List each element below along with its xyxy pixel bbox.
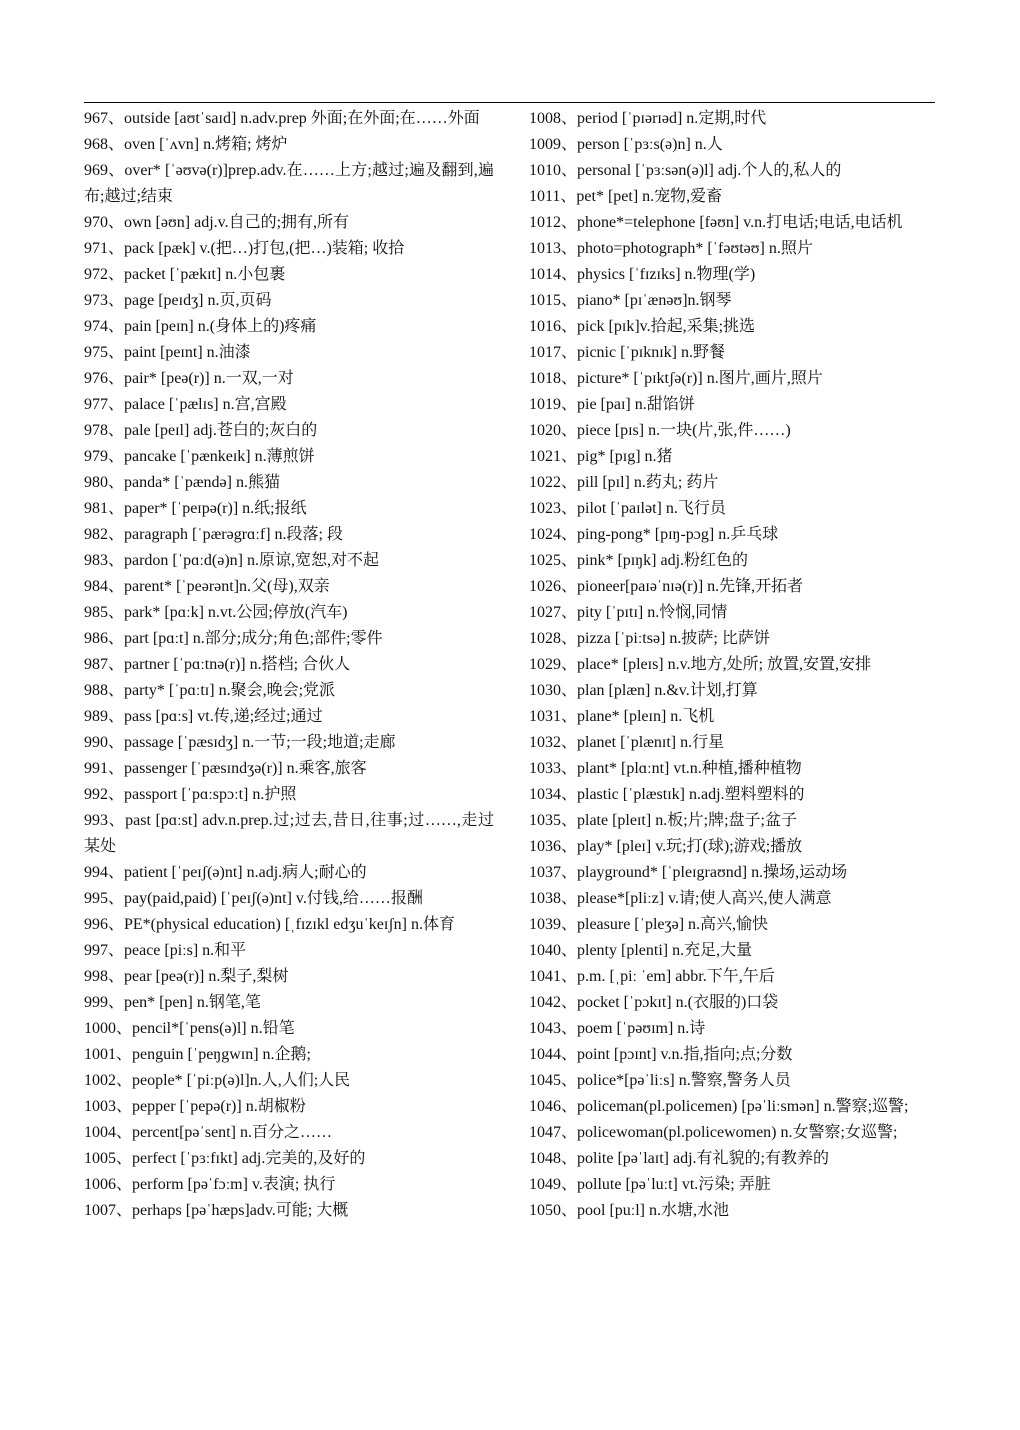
vocab-entry: 988、party* [ˈpɑːtɪ] n.聚会,晚会;党派: [84, 682, 336, 699]
vocab-entry: 974、pain [peɪn] n.(身体上的)疼痛: [84, 318, 317, 335]
vocab-entry: 983、pardon [ˈpɑːd(ə)n] n.原谅,宽恕,对不起: [84, 552, 379, 569]
vocab-entry: 1010、personal [ˈpɜːsən(ə)l] adj.个人的,私人的: [529, 162, 842, 179]
vocab-entry: 975、paint [peɪnt] n.油漆: [84, 344, 251, 361]
vocab-entry: 1006、perform [pəˈfɔːm] v.表演; 执行: [84, 1176, 336, 1193]
vocab-entry: 1024、ping-pong* [pɪŋ-pɔg] n.乒乓球: [529, 526, 779, 543]
vocab-entry: 1048、polite [pəˈlaɪt] adj.有礼貌的;有教养的: [529, 1150, 829, 1167]
vocab-entry: 1042、pocket [ˈpɔkɪt] n.(衣服的)口袋: [529, 994, 779, 1011]
vocab-entry: 1022、pill [pɪl] n.药丸; 药片: [529, 474, 719, 491]
vocab-entry: 978、pale [peɪl] adj.苍白的;灰白的: [84, 422, 318, 439]
vocab-entry: 1007、perhaps [pəˈhæps]adv.可能; 大概: [84, 1202, 349, 1219]
vocab-entry: 972、packet [ˈpækɪt] n.小包裹: [84, 266, 286, 283]
vocab-entry: 1002、people* [ˈpiːp(ə)l]n.人,人们;人民: [84, 1072, 351, 1089]
vocab-entry: 984、parent* [ˈpeərənt]n.父(母),双亲: [84, 578, 330, 595]
vocab-entry: 987、partner [ˈpɑːtnə(r)] n.搭档; 合伙人: [84, 656, 351, 673]
vocab-entry: 991、passenger [ˈpæsɪndʒə(r)] n.乘客,旅客: [84, 760, 367, 777]
vocab-entry: 1045、police*[pəˈliːs] n.警察,警务人员: [529, 1072, 791, 1089]
vocab-entry: 1009、person [ˈpɜːs(ə)n] n.人: [529, 136, 723, 153]
vocab-entry: 1037、playground* [ˈpleɪgraʊnd] n.操场,运动场: [529, 864, 848, 881]
vocab-entry: 1034、plastic [ˈplæstɪk] n.adj.塑料塑料的: [529, 786, 805, 803]
vocab-entry: 1026、pioneer[paɪəˈnɪə(r)] n.先锋,开拓者: [529, 578, 804, 595]
vocab-entry: 1041、p.m. [ˌpiː ˈem] abbr.下午,午后: [529, 968, 775, 985]
vocab-entry: 1001、penguin [ˈpeŋgwɪn] n.企鹅;: [84, 1046, 311, 1063]
vocab-entry: 1012、phone*=telephone [fəʊn] v.n.打电话;电话,电话机: [529, 214, 903, 231]
vocab-entry: 971、pack [pæk] v.(把…)打包,(把…)装箱; 收拾: [84, 240, 405, 257]
vocab-entry: 968、oven [ˈʌvn] n.烤箱; 烤炉: [84, 136, 288, 153]
vocab-entry: 1003、pepper [ˈpepə(r)] n.胡椒粉: [84, 1098, 306, 1115]
vocab-entry: 1039、pleasure [ˈpleʒə] n.高兴,愉快: [529, 916, 769, 933]
vocab-entry: 1046、policeman(pl.policemen) [pəˈliːsmən] n.警察;巡警;: [529, 1098, 909, 1115]
vocab-entry: 1050、pool [puːl] n.水塘,水池: [529, 1202, 729, 1219]
vocab-entry: 1014、physics [ˈfɪzɪks] n.物理(学): [529, 266, 756, 283]
left-column: [84, 106, 494, 1224]
vocab-entry: 969、over* [ˈəʊvə(r)]prep.adv.在……上方;越过;遍及翻到,遍布;越过;结束: [84, 162, 494, 205]
right-column: [529, 106, 937, 1224]
vocab-entry: 1032、planet [ˈplænɪt] n.行星: [529, 734, 725, 751]
vocab-entry: 1038、please*[pliːz] v.请;使人高兴,使人满意: [529, 890, 832, 907]
vocab-entry: 1016、pick [pɪk]v.拾起,采集;挑选: [529, 318, 756, 335]
vocab-entry: 967、outside [aʊtˈsaɪd] n.adv.prep 外面;在外面;在……外面: [84, 110, 480, 127]
vocab-entry: 994、patient [ˈpeɪʃ(ə)nt] n.adj.病人;耐心的: [84, 864, 367, 881]
vocab-entry: 1027、pity [ˈpɪtɪ] n.怜悯,同情: [529, 604, 728, 621]
vocab-entry: 1023、pilot [ˈpaɪlət] n.飞行员: [529, 500, 726, 517]
vocab-entry: 985、park* [pɑːk] n.vt.公园;停放(汽车): [84, 604, 348, 621]
vocab-entry: 1017、picnic [ˈpɪknɪk] n.野餐: [529, 344, 725, 361]
vocab-entry: 1021、pig* [pɪg] n.猪: [529, 448, 673, 465]
vocab-entry: 981、paper* [ˈpeɪpə(r)] n.纸;报纸: [84, 500, 307, 517]
vocab-entry: 1035、plate [pleɪt] n.板;片;牌;盘子;盆子: [529, 812, 797, 829]
vocab-entry: 1031、plane* [pleɪn] n.飞机: [529, 708, 715, 725]
vocab-entry: 1043、poem [ˈpəʊɪm] n.诗: [529, 1020, 706, 1037]
vocab-entry: 996、PE*(physical education) [ˌfɪzɪkl edʒuˈkeɪʃn] n.体育: [84, 916, 456, 933]
vocab-entry: 986、part [pɑːt] n.部分;成分;角色;部件;零件: [84, 630, 383, 647]
vocab-entry: 989、pass [pɑːs] vt.传,递;经过;通过: [84, 708, 323, 725]
top-rule: [84, 102, 935, 103]
vocab-entry: 1025、pink* [pɪŋk] adj.粉红色的: [529, 552, 749, 569]
vocab-entry: 1013、photo=photograph* [ˈfəʊtəʊ] n.照片: [529, 240, 813, 257]
vocab-entry: 1000、pencil*[ˈpens(ə)l] n.铅笔: [84, 1020, 295, 1037]
vocab-entry: 999、pen* [pen] n.钢笔,笔: [84, 994, 261, 1011]
vocab-entry: 976、pair* [peə(r)] n.一双,一对: [84, 370, 294, 387]
vocab-entry: 1033、plant* [plɑːnt] vt.n.种植,播种植物: [529, 760, 802, 777]
vocab-entry: 1030、plan [plæn] n.&v.计划,打算: [529, 682, 758, 699]
vocab-entry: 1029、place* [pleɪs] n.v.地方,处所; 放置,安置,安排: [529, 656, 872, 673]
vocab-entry: 982、paragraph [ˈpærəgrɑːf] n.段落; 段: [84, 526, 343, 543]
vocab-entry: 998、pear [peə(r)] n.梨子,梨树: [84, 968, 289, 985]
vocab-entry: 993、past [pɑːst] adv.n.prep.过;过去,昔日,往事;过……,走过某处: [84, 812, 494, 855]
vocab-entry: 979、pancake [ˈpænkeɪk] n.薄煎饼: [84, 448, 315, 465]
vocab-entry: 1028、pizza [ˈpiːtsə] n.披萨; 比萨饼: [529, 630, 770, 647]
vocab-entry: 980、panda* [ˈpændə] n.熊猫: [84, 474, 280, 491]
vocab-entry: 997、peace [piːs] n.和平: [84, 942, 247, 959]
vocab-entry: 1040、plenty [plenti] n.充足,大量: [529, 942, 753, 959]
vocab-entry: 1036、play* [pleɪ] v.玩;打(球);游戏;播放: [529, 838, 803, 855]
vocab-entry: 992、passport [ˈpɑːspɔːt] n.护照: [84, 786, 297, 803]
vocab-entry: 1015、piano* [pɪˈænəʊ]n.钢琴: [529, 292, 732, 309]
vocab-entry: 1005、perfect [ˈpɜːfɪkt] adj.完美的,及好的: [84, 1150, 366, 1167]
vocab-entry: 1011、pet* [pet] n.宠物,爱畜: [529, 188, 723, 205]
vocab-entry: 1020、piece [pɪs] n.一块(片,张,件……): [529, 422, 791, 439]
vocab-entry: 1044、point [pɔɪnt] v.n.指,指向;点;分数: [529, 1046, 793, 1063]
vocab-entry: 1004、percent[pəˈsent] n.百分之……: [84, 1124, 332, 1141]
vocab-entry: 1019、pie [paɪ] n.甜馅饼: [529, 396, 695, 413]
vocab-entry: 1008、period [ˈpɪərɪəd] n.定期,时代: [529, 110, 767, 127]
vocab-entry: 1018、picture* [ˈpɪktʃə(r)] n.图片,画片,照片: [529, 370, 823, 387]
vocab-entry: 995、pay(paid,paid) [ˈpeɪʃ(ə)nt] v.付钱,给……报酬: [84, 890, 423, 907]
vocab-entry: 970、own [əʊn] adj.v.自己的;拥有,所有: [84, 214, 350, 231]
vocab-entry: 990、passage [ˈpæsɪdʒ] n.一节;一段;地道;走廊: [84, 734, 396, 751]
vocab-entry: 1049、pollute [pəˈluːt] vt.污染; 弄脏: [529, 1176, 771, 1193]
vocab-entry: 1047、policewoman(pl.policewomen) n.女警察;女巡警;: [529, 1124, 898, 1141]
vocab-entry: 973、page [peɪdʒ] n.页,页码: [84, 292, 272, 309]
vocab-entry: 977、palace [ˈpælɪs] n.宫,宫殿: [84, 396, 287, 413]
